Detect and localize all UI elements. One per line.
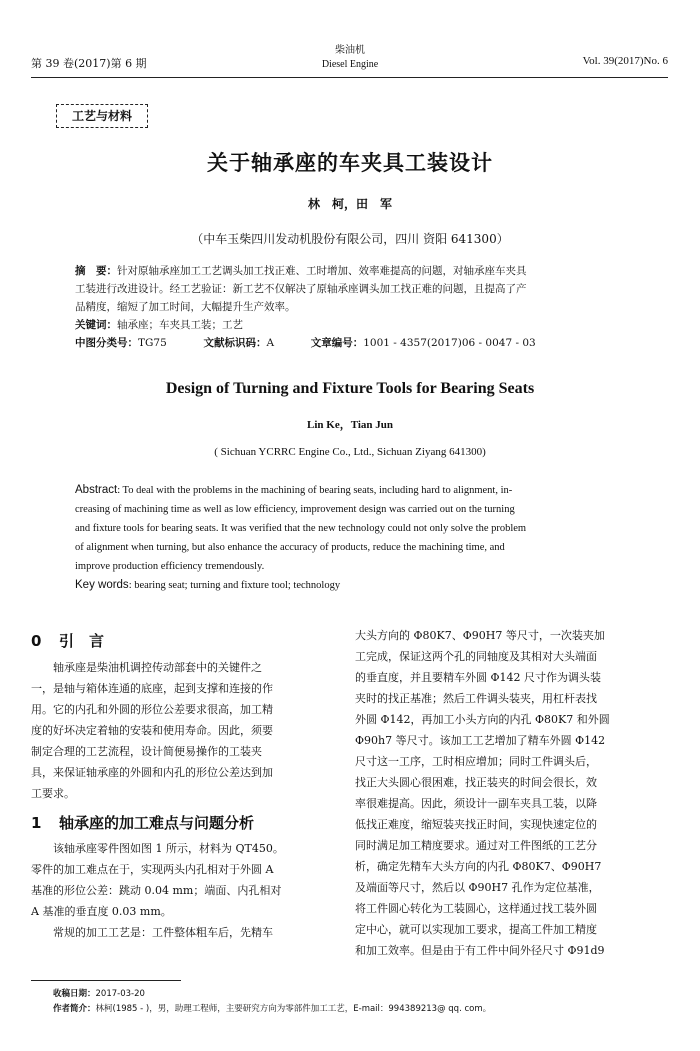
footnote-received: 收稿日期：2017-03-20 <box>53 989 145 999</box>
document-code: A <box>266 337 275 349</box>
section-0-paragraph: 轴承座是柴油机调控传动部套中的关键件之 一，是轴与箱体连通的底座，起到支撑和连接的作 用。它的内孔和外圆的形位公差要求很高，加工精 度的好坏决定着轴的安装和使用寿命。因此，须要 制定合理的工艺流程，设计简便易操作的工装夹 具，来保证轴承座的外圆和内孔的形位公差达到加 工要求。 <box>31 661 273 800</box>
body-column-right <box>355 625 639 961</box>
body-column-left <box>31 625 315 943</box>
body-line: 低找正难度，缩短装夹找正时间，实现快速定位的 <box>355 818 597 831</box>
abstract-en-line: and fixture tools for bearing seats. It was verified that the new technology could not only solve the problem <box>75 523 527 534</box>
abstract-en-line: Abstract: To deal with the problems in the machining of bearing seats, including hard to alignment, in- <box>75 484 513 496</box>
body-line: 析，确定先精车大头方向的内孔 Φ80K7、Φ90H7 <box>355 860 602 873</box>
section-0-heading: 0 引 言 <box>31 632 105 650</box>
abstract-en-line: creasing of machining time as well as low efficiency, improvement design was carried out on the turning <box>75 504 515 515</box>
body-line: 率很难提高。因此，须设计一副车夹具工装，以降 <box>355 797 597 810</box>
affiliation-en: ( Sichuan YCRRC Engine Co., Ltd., Sichuan Ziyang 641300) <box>214 446 486 458</box>
abstract-cn-line: 摘 要：针对原轴承座加工工艺调头加工找正难、工时增加、效率难提高的问题，对轴承座车夹具 <box>75 265 527 277</box>
authors-cn: 林 柯，田 军 <box>307 197 392 211</box>
body-line: 夹时的找正基准；然后工件调头装夹，用杠杆表找 <box>355 692 597 705</box>
body-line: 外圆 Φ142，再加工小头方向的内孔 Φ80K7 和外圆 <box>355 713 610 726</box>
abstract-en-label: Abstract <box>75 484 118 496</box>
body-line: 及端面等尺寸，然后以 Φ90H7 孔作为定位基准， <box>355 881 600 894</box>
abstract-cn-line: 品精度，缩短了加工时间，大幅提升生产效率。 <box>75 301 296 313</box>
section-1-paragraph: 常规的加工工艺是：工件整体粗车后，先精车 <box>53 926 273 939</box>
body-line: 同时满足加工精度要求。通过对工件图纸的工艺分 <box>355 839 597 852</box>
abstract-cn <box>75 262 627 352</box>
section-1-heading: 1 轴承座的加工难点与问题分析 <box>31 814 255 832</box>
body-line: 工完成，保证这两个孔的同轴度及其相对大头端面 <box>355 650 597 663</box>
abstract-cn-label: 摘 要： <box>75 265 117 277</box>
abstract-cn-line: 工装进行改进设计。经工艺验证：新工艺不仅解决了原轴承座调头加工找正难的问题，且提高了产 <box>75 283 527 295</box>
keywords-en: Key words: bearing seat; turning and fixture tool; technology <box>75 579 341 591</box>
abstract-en <box>75 481 627 595</box>
abstract-en-line: improve production efficiency tremendously. <box>75 561 265 572</box>
header-rule <box>31 77 668 78</box>
body-line: 大头方向的 Φ80K7、Φ90H7 等尺寸，一次装夹加 <box>355 629 605 642</box>
footnote-rule <box>31 980 181 981</box>
authors-en: Lin Ke，Tian Jun <box>307 419 393 431</box>
keywords-cn: 关键词：轴承座；车夹具工装；工艺 <box>75 319 243 331</box>
journal-name-cn: 柴油机 <box>335 45 365 56</box>
article-number: 1001 - 4357(2017)06 - 0047 - 03 <box>363 337 536 349</box>
body-line: 将工件圆心转化为工装圆心，这样通过找工装外圆 <box>355 902 597 915</box>
body-line: 定中心，就可以实现加工要求，提高工件加工精度 <box>355 923 597 936</box>
body-line: 的垂直度，并且要精车外圆 Φ142 尺寸作为调头装 <box>355 671 602 684</box>
journal-issue-cn: 第 39 卷(2017)第 6 期 <box>31 57 147 70</box>
affiliation-cn: （中车玉柴四川发动机股份有限公司，四川 资阳 641300） <box>191 232 509 246</box>
title-en: Design of Turning and Fixture Tools for Bearing Seats <box>165 380 535 397</box>
classification-line: 中图分类号：TG75 文献标识码：A 文章编号：1001 - 4357(2017)06 - 0047 - 03 <box>75 337 536 349</box>
body-line: 尺寸这一工序，工时相应增加；同时工件调头后， <box>355 755 597 768</box>
body-line: 和加工效率。但是由于有工件中间外径尺寸 Φ91d9 <box>355 944 605 957</box>
footnote-author: 作者简介：林柯(1985 - )，男，助理工程师，主要研究方向为零部件加工工艺，E-mail：994389213@ qq. com。 <box>53 1004 492 1014</box>
journal-name-en: Diesel Engine <box>321 59 379 70</box>
clc-number: TG75 <box>138 337 167 349</box>
title-cn: 关于轴承座的车夹具工装设计 <box>207 151 493 175</box>
section-1-paragraph: 该轴承座零件图如图 1 所示，材料为 QT450。 零件的加工难点在于，实现两头内孔相对于外圆 A 基准的形位公差：跳动 0.04 mm；端面、内孔相对 A 基准的垂直度 0.03 mm。 <box>31 842 284 918</box>
body-line: Φ90h7 等尺寸。该加工工艺增加了精车外圆 Φ142 <box>355 734 606 747</box>
abstract-en-line: of alignment when turning, but also enhance the accuracy of products, reduce the machining time, and <box>75 542 505 553</box>
journal-issue-en: Vol. 39(2017)No. 6 <box>582 55 668 67</box>
column-tag: 工艺与材料 <box>56 104 148 128</box>
body-line: 找正大头圆心很困难，找正装夹的时间会很长，效 <box>355 776 597 789</box>
